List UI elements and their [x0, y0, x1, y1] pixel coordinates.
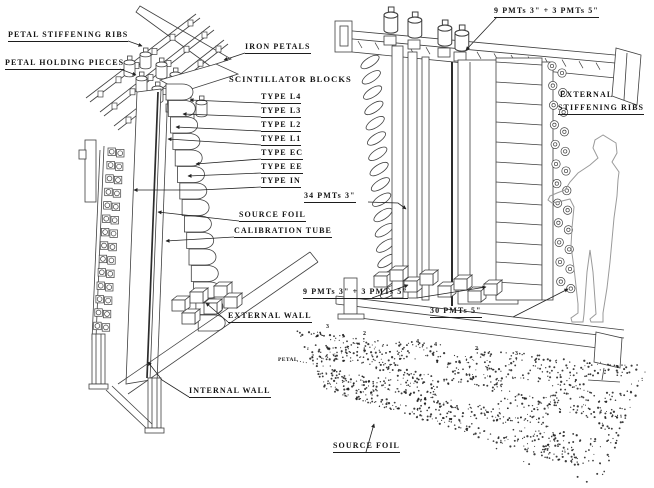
petal-row-number: 4 — [434, 342, 437, 348]
petal-row-number: 2 — [363, 331, 366, 337]
petal-row-number: 3 — [515, 351, 518, 357]
label-type-ec: TYPE EC — [261, 148, 303, 160]
label-type-ee: TYPE EE — [261, 162, 303, 174]
right-sector-drawing — [335, 7, 641, 382]
label-source-foil-petal: SOURCE FOIL — [333, 441, 400, 453]
label-iron-petals: IRON PETALS — [245, 42, 311, 54]
label-type-l4: TYPE L4 — [261, 92, 301, 104]
label-34-pmts-3in: 34 PMTs 3" — [304, 191, 356, 203]
label-calibration-tube: CALIBRATION TUBE — [234, 226, 332, 238]
label-pmts-bottom: 9 PMTs 3" + 3 PMTs 5" — [303, 287, 408, 299]
label-external-stiffening-ribs-1: EXTERNAL — [560, 90, 614, 99]
label-petal: PETAL — [278, 357, 298, 363]
petal-row-number: 2 — [475, 346, 478, 352]
label-external-wall: EXTERNAL WALL — [228, 311, 312, 323]
label-type-l1: TYPE L1 — [261, 134, 301, 146]
label-pmts-top: 9 PMTs 3" + 3 PMTs 5" — [494, 6, 599, 18]
label-internal-wall: INTERNAL WALL — [189, 386, 271, 398]
petal-row-number: 4 — [416, 339, 419, 345]
label-scintillator-blocks: SCINTILLATOR BLOCKS — [229, 74, 352, 84]
label-external-stiffening-ribs-2: STIFFENING RIBS — [558, 103, 644, 115]
label-petal-stiffening-ribs: PETAL STIFFENING RIBS — [8, 30, 128, 42]
label-source-foil: SOURCE FOIL — [239, 210, 306, 222]
label-type-l2: TYPE L2 — [261, 120, 301, 132]
label-petal-holding-pieces: PETAL HOLDING PIECES — [5, 58, 124, 70]
label-type-l3: TYPE L3 — [261, 106, 301, 118]
stippled-petal-drawing — [297, 330, 646, 482]
petal-row-number: 3 — [326, 324, 329, 330]
label-30-pmts-5in: 30 PMTs 5" — [430, 306, 482, 318]
label-type-in: TYPE IN — [261, 176, 301, 188]
